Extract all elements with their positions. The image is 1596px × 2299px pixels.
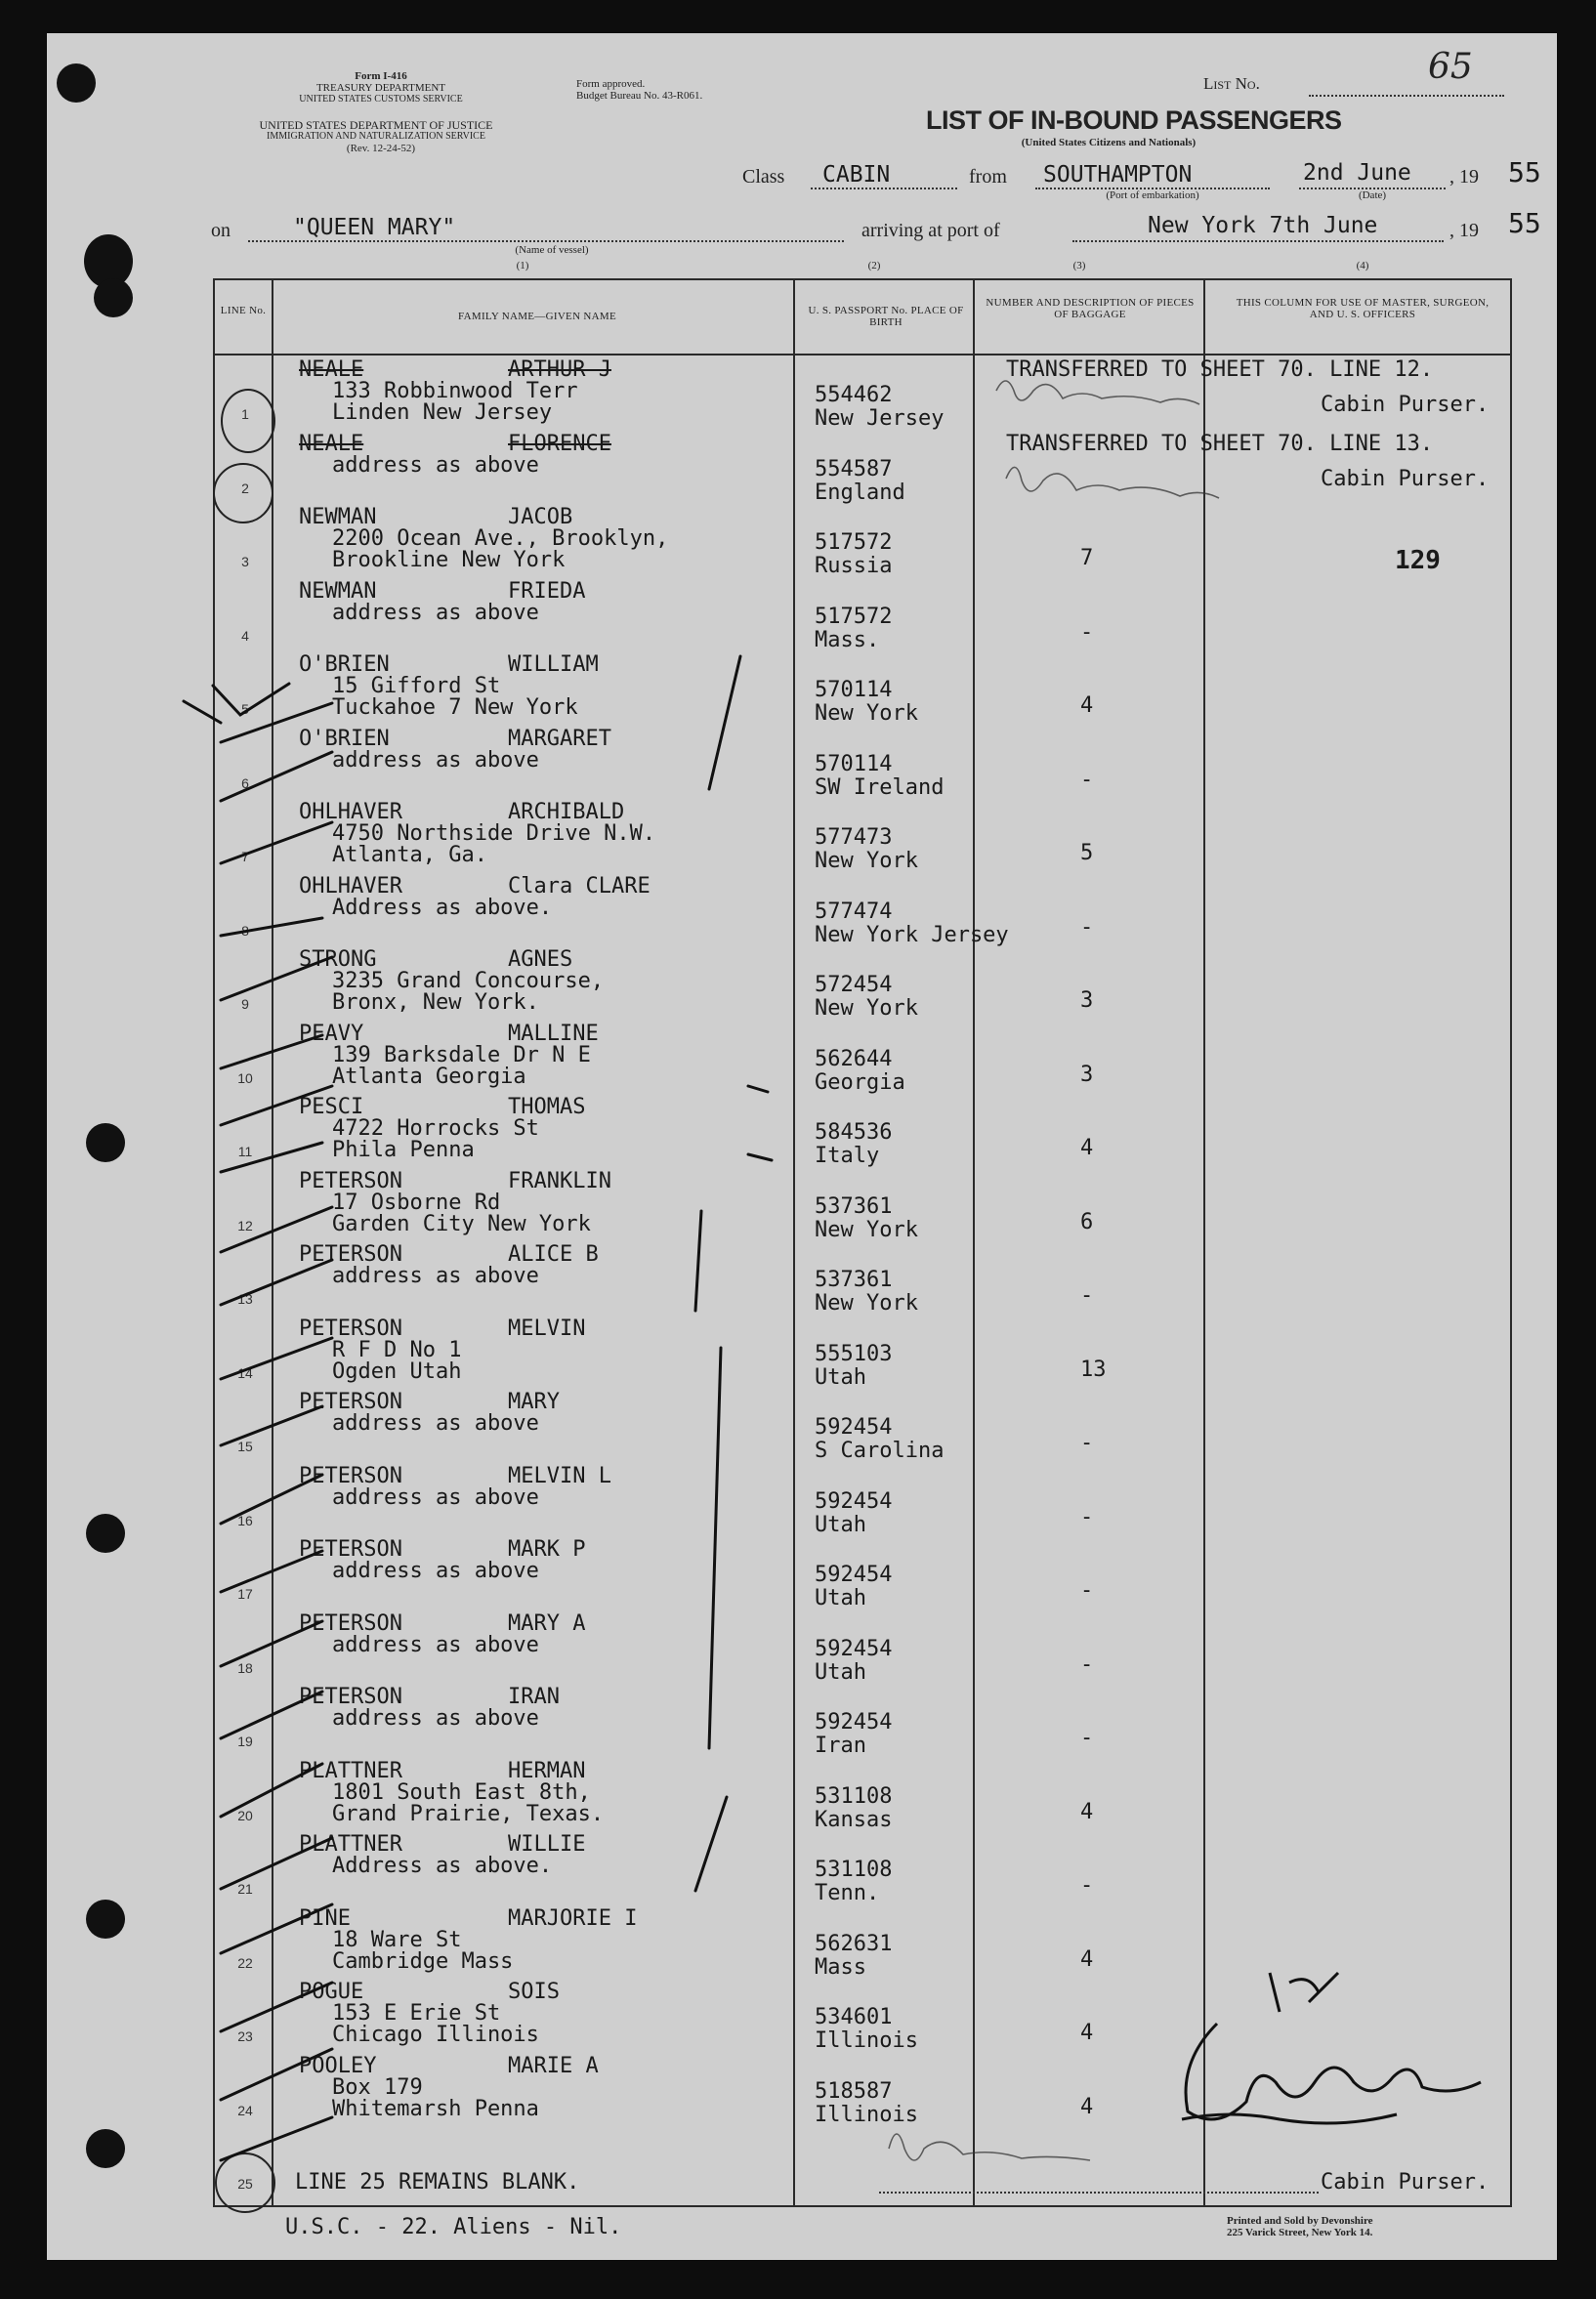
place-of-birth: Illinois [815, 2028, 918, 2053]
address-line-2: Cambridge Mass [332, 1948, 514, 1974]
address-line-1: 18 Ware St [332, 1927, 462, 1952]
line-number: 18 [237, 1659, 253, 1676]
place-of-birth: New York [815, 1217, 918, 1242]
address-line-1: 4750 Northside Drive N.W. [332, 821, 656, 846]
baggage-count: - [1080, 1431, 1094, 1455]
address-line-2: Bronx, New York. [332, 990, 539, 1015]
officer-note: TRANSFERRED TO SHEET 70. LINE 12. [1006, 357, 1434, 382]
line-number: 8 [241, 922, 249, 939]
address-line-2: Tuckahoe 7 New York [332, 695, 578, 720]
passport-number: 570114 [815, 751, 893, 776]
given-name: MELVIN [508, 1316, 586, 1341]
purser-note: Cabin Purser. [1321, 466, 1490, 491]
baggage-count: 5 [1080, 841, 1094, 865]
address-line-2: Atlanta Georgia [332, 1064, 526, 1089]
address-line-2: Brookline New York [332, 548, 566, 572]
address-line-1: address as above [332, 452, 539, 478]
address-line-2: Atlanta, Ga. [332, 843, 487, 867]
baggage-count: 4 [1080, 2021, 1094, 2045]
baggage-count: - [1080, 1504, 1094, 1529]
family-name: PETERSON [299, 1537, 402, 1562]
purser-note: Cabin Purser. [1321, 393, 1490, 417]
line-number: 4 [241, 627, 249, 644]
line-number: 2 [241, 480, 249, 496]
given-name: AGNES [508, 947, 573, 972]
baggage-count: - [1080, 1283, 1094, 1308]
line-number: 1 [241, 406, 249, 422]
line-number: 21 [237, 1881, 253, 1897]
address-line-2: Linden New Jersey [332, 400, 553, 425]
col-3-marker: (3) [1072, 260, 1086, 272]
given-name: MARY [508, 1390, 560, 1414]
given-name: FRIEDA [508, 578, 586, 604]
line-number: 17 [237, 1586, 253, 1602]
address-line-1: address as above [332, 1411, 539, 1436]
given-name: MALLINE [508, 1021, 599, 1046]
family-name: NEWMAN [299, 505, 377, 529]
address-line-1: 1801 South East 8th, [332, 1779, 591, 1805]
form-subtitle: (United States Citizens and Nationals) [1021, 137, 1197, 148]
baggage-count: - [1080, 619, 1094, 645]
form-approved: Form approved. [576, 78, 646, 90]
baggage-count: 4 [1080, 1946, 1094, 1972]
form-number: Form I-416 [355, 70, 407, 82]
baggage-count: 4 [1080, 693, 1094, 718]
family-name: PETERSON [299, 1316, 402, 1341]
passport-number: 554462 [815, 383, 893, 407]
family-name: PETERSON [299, 1685, 402, 1709]
passport-number: 577473 [815, 825, 893, 850]
address-line-1: Box 179 [332, 2074, 423, 2100]
year-value-1: 55 [1508, 156, 1541, 188]
address-line-2: Chicago Illinois [332, 2023, 539, 2047]
given-name: HERMAN [508, 1758, 586, 1783]
address-line-1: 153 E Erie St [332, 2001, 501, 2026]
passport-number: 592454 [815, 1710, 893, 1735]
given-name: Clara CLARE [508, 873, 651, 899]
line-number: 20 [237, 1807, 253, 1823]
col-head-line-no: LINE No. [220, 305, 267, 316]
address-line-2: Whitemarsh Penna [332, 2096, 539, 2121]
address-line-1: address as above [332, 600, 539, 625]
family-name: NEALE [299, 357, 364, 382]
passport-number: 517572 [815, 530, 893, 555]
address-line-1: address as above [332, 1559, 539, 1583]
passport-number: 570114 [815, 678, 893, 702]
place-of-birth: New York [815, 701, 918, 726]
class-value: CABIN [822, 162, 891, 188]
col-head-name: FAMILY NAME—GIVEN NAME [458, 311, 616, 322]
address-line-1: 3235 Grand Concourse, [332, 969, 605, 993]
family-name: PETERSON [299, 1610, 402, 1636]
list-no-label: List No. [1203, 74, 1260, 93]
given-name: WILLIE [508, 1832, 586, 1857]
passport-number: 537361 [815, 1268, 893, 1292]
address-line-1: address as above [332, 747, 539, 773]
family-name: PETERSON [299, 1463, 402, 1488]
address-line-1: 4722 Horrocks St [332, 1116, 539, 1141]
family-name: NEALE [299, 431, 364, 456]
budget-bureau: Budget Bureau No. 43-R061. [576, 90, 703, 102]
baggage-count: - [1080, 1578, 1094, 1603]
date-value: 2nd June [1303, 160, 1411, 186]
place-of-birth: New York Jersey [815, 922, 1009, 947]
line-number: 9 [241, 996, 249, 1012]
year-prefix-1: , 19 [1449, 166, 1479, 188]
port-embark-caption: (Port of embarkation) [1106, 189, 1199, 201]
place-of-birth: Georgia [815, 1069, 905, 1095]
passport-number: 534601 [815, 2005, 893, 2029]
family-name: PETERSON [299, 1242, 402, 1267]
address-line-1: address as above [332, 1484, 539, 1510]
given-name: THOMAS [508, 1095, 586, 1119]
family-name: PETERSON [299, 1390, 402, 1414]
address-line-1: address as above [332, 1632, 539, 1657]
baggage-count: 3 [1080, 1062, 1094, 1087]
passport-number: 555103 [815, 1341, 893, 1366]
address-line-1: 17 Osborne Rd [332, 1190, 501, 1215]
line-number: 3 [241, 554, 249, 569]
passport-number: 562644 [815, 1046, 893, 1071]
place-of-birth: Utah [815, 1659, 866, 1685]
line-number: 6 [241, 774, 249, 791]
given-name: MELVIN L [508, 1463, 611, 1488]
list-no-value: 65 [1428, 47, 1473, 87]
baggage-count: 13 [1080, 1357, 1107, 1382]
place-of-birth: Mass. [815, 627, 880, 652]
given-name: MARY A [508, 1610, 586, 1636]
on-label: on [211, 220, 231, 241]
line-25-text: LINE 25 REMAINS BLANK. [295, 2170, 580, 2194]
officer-note: TRANSFERRED TO SHEET 70. LINE 13. [1006, 431, 1434, 456]
family-name: PLATTNER [299, 1758, 402, 1783]
given-name: MARGARET [508, 726, 611, 751]
baggage-count: - [1080, 914, 1094, 940]
col-1-marker: (1) [516, 260, 529, 272]
place-of-birth: S Carolina [815, 1439, 945, 1463]
given-name: ALICE B [508, 1242, 599, 1267]
col-head-officers: THIS COLUMN FOR USE OF MASTER, SURGEON, AND U. S. OFFICERS [1236, 297, 1490, 320]
passport-number: 531108 [815, 1858, 893, 1882]
family-name: OHLHAVER [299, 800, 402, 824]
baggage-count: 4 [1080, 1799, 1094, 1824]
line-number: 7 [241, 849, 249, 864]
address-line-1: 15 Gifford St [332, 674, 501, 698]
line-number: 19 [237, 1734, 253, 1749]
given-name: FRANKLIN [508, 1168, 611, 1193]
vessel-name: "QUEEN MARY" [293, 215, 456, 240]
family-name: PESCI [299, 1095, 364, 1119]
printer-credit-2: 225 Varick Street, New York 14. [1227, 2227, 1373, 2238]
family-name: NEWMAN [299, 578, 377, 604]
place-of-birth: Italy [815, 1144, 880, 1168]
arrival-value: New York 7th June [1148, 213, 1378, 238]
port-embark-value: SOUTHAMPTON [1043, 162, 1193, 188]
place-of-birth: Russia [815, 554, 893, 578]
place-of-birth: Mass [815, 1954, 866, 1980]
passport-number: 572454 [815, 973, 893, 997]
dept-treasury: TREASURY DEPARTMENT [315, 82, 446, 94]
check-mark-x [213, 684, 289, 715]
family-name: O'BRIEN [299, 652, 390, 677]
address-line-2: Phila Penna [332, 1138, 475, 1162]
line-25-purser: Cabin Purser. [1321, 2170, 1490, 2194]
family-name: OHLHAVER [299, 873, 402, 899]
col-head-baggage: NUMBER AND DESCRIPTION OF PIECES OF BAGGAGE [986, 297, 1195, 320]
year-value-2: 55 [1508, 207, 1541, 239]
passport-number: 592454 [815, 1563, 893, 1587]
col-head-passport: U. S. PASSPORT No. PLACE OF BIRTH [808, 305, 964, 328]
passport-number: 562631 [815, 1931, 893, 1956]
passport-number: 592454 [815, 1415, 893, 1440]
baggage-count: - [1080, 767, 1094, 792]
line-number: 5 [241, 701, 249, 717]
dept-justice: UNITED STATES DEPARTMENT OF JUSTICE [259, 118, 493, 132]
given-name: SOIS [508, 1980, 560, 2004]
family-name: O'BRIEN [299, 726, 390, 751]
line-number: 14 [237, 1364, 253, 1381]
place-of-birth: Kansas [815, 1807, 893, 1832]
place-of-birth: New York [815, 996, 918, 1021]
line-number: 23 [237, 2028, 253, 2044]
family-name: STRONG [299, 947, 377, 972]
address-line-1: address as above [332, 1264, 539, 1288]
family-name: PLATTNER [299, 1832, 402, 1857]
given-name: ARTHUR J [508, 357, 611, 382]
place-of-birth: New York [815, 849, 918, 873]
address-line-1: 139 Barksdale Dr N E [332, 1042, 591, 1067]
family-name: POOLEY [299, 2053, 377, 2078]
class-label: Class [742, 166, 785, 188]
address-line-1: R F D No 1 [332, 1337, 462, 1362]
line-number: 13 [237, 1291, 253, 1307]
col-2-marker: (2) [867, 260, 881, 272]
footer-usc: U.S.C. - 22. Aliens - Nil. [285, 2215, 622, 2239]
family-name: PEAVY [299, 1021, 364, 1046]
passport-number: 592454 [815, 1636, 893, 1661]
place-of-birth: Utah [815, 1512, 866, 1537]
line-number: 12 [237, 1217, 253, 1233]
baggage-count: 7 [1080, 546, 1094, 570]
family-name: PETERSON [299, 1168, 402, 1193]
place-of-birth: England [815, 480, 905, 505]
family-name: PINE [299, 1905, 351, 1931]
place-of-birth: Utah [815, 1364, 866, 1390]
given-name: WILLIAM [508, 652, 599, 677]
baggage-count: 3 [1080, 988, 1094, 1013]
date-caption: (Date) [1358, 189, 1387, 201]
address-line-1: address as above [332, 1706, 539, 1731]
passport-number: 518587 [815, 2078, 893, 2104]
baggage-count: 6 [1080, 1209, 1094, 1234]
place-of-birth: New York [815, 1291, 918, 1316]
baggage-count: - [1080, 1651, 1094, 1677]
vessel-caption: (Name of vessel) [515, 244, 589, 256]
passport-number: 577474 [815, 899, 893, 924]
address-line-1: Address as above. [332, 1854, 553, 1878]
dept-customs: UNITED STATES CUSTOMS SERVICE [299, 94, 463, 104]
form-revision: (Rev. 12-24-52) [346, 143, 416, 154]
passport-number: 531108 [815, 1783, 893, 1809]
passport-number: 592454 [815, 1488, 893, 1514]
baggage-count: 4 [1080, 1136, 1094, 1160]
line-number: 25 [237, 2176, 253, 2192]
address-line-2: Grand Prairie, Texas. [332, 1801, 605, 1826]
address-line-1: 133 Robbinwood Terr [332, 379, 578, 403]
form-title: LIST OF IN-BOUND PASSENGERS [926, 105, 1342, 135]
given-name: ARCHIBALD [508, 800, 625, 824]
given-name: FLORENCE [508, 431, 611, 456]
place-of-birth: New Jersey [815, 406, 945, 431]
passport-number: 554587 [815, 456, 893, 481]
address-line-2: Ogden Utah [332, 1358, 462, 1384]
place-of-birth: Tenn. [815, 1881, 880, 1905]
arriving-label: arriving at port of [861, 220, 1000, 241]
given-name: IRAN [508, 1685, 560, 1709]
officer-note: 129 [1395, 546, 1441, 575]
address-line-1: 2200 Ocean Ave., Brooklyn, [332, 526, 669, 551]
place-of-birth: SW Ireland [815, 774, 945, 800]
dept-immigration: IMMIGRATION AND NATURALIZATION SERVICE [267, 131, 485, 142]
from-label: from [969, 166, 1007, 188]
printer-credit-1: Printed and Sold by Devonshire [1227, 2215, 1373, 2227]
passport-number: 584536 [815, 1120, 893, 1145]
baggage-count: 4 [1080, 2094, 1094, 2119]
inspector-signature [1182, 1973, 1481, 2123]
given-name: JACOB [508, 505, 573, 529]
passport-number: 537361 [815, 1193, 893, 1219]
baggage-count: - [1080, 1726, 1094, 1750]
line-number: 11 [237, 1144, 253, 1159]
family-name: POGUE [299, 1980, 364, 2004]
line-number: 15 [237, 1439, 253, 1454]
address-line-1: Address as above. [332, 895, 553, 920]
line-number: 16 [237, 1512, 253, 1528]
line-number: 22 [237, 1954, 253, 1971]
line-number: 10 [237, 1069, 253, 1086]
place-of-birth: Illinois [815, 2102, 918, 2127]
baggage-count: - [1080, 1873, 1094, 1898]
address-line-2: Garden City New York [332, 1211, 591, 1236]
given-name: MARK P [508, 1537, 586, 1562]
col-4-marker: (4) [1356, 260, 1369, 272]
place-of-birth: Iran [815, 1734, 866, 1758]
line-number: 24 [237, 2102, 253, 2118]
given-name: MARIE A [508, 2053, 599, 2078]
passport-number: 517572 [815, 604, 893, 629]
place-of-birth: Utah [815, 1586, 866, 1610]
year-prefix-2: , 19 [1449, 220, 1479, 241]
given-name: MARJORIE I [508, 1905, 638, 1931]
